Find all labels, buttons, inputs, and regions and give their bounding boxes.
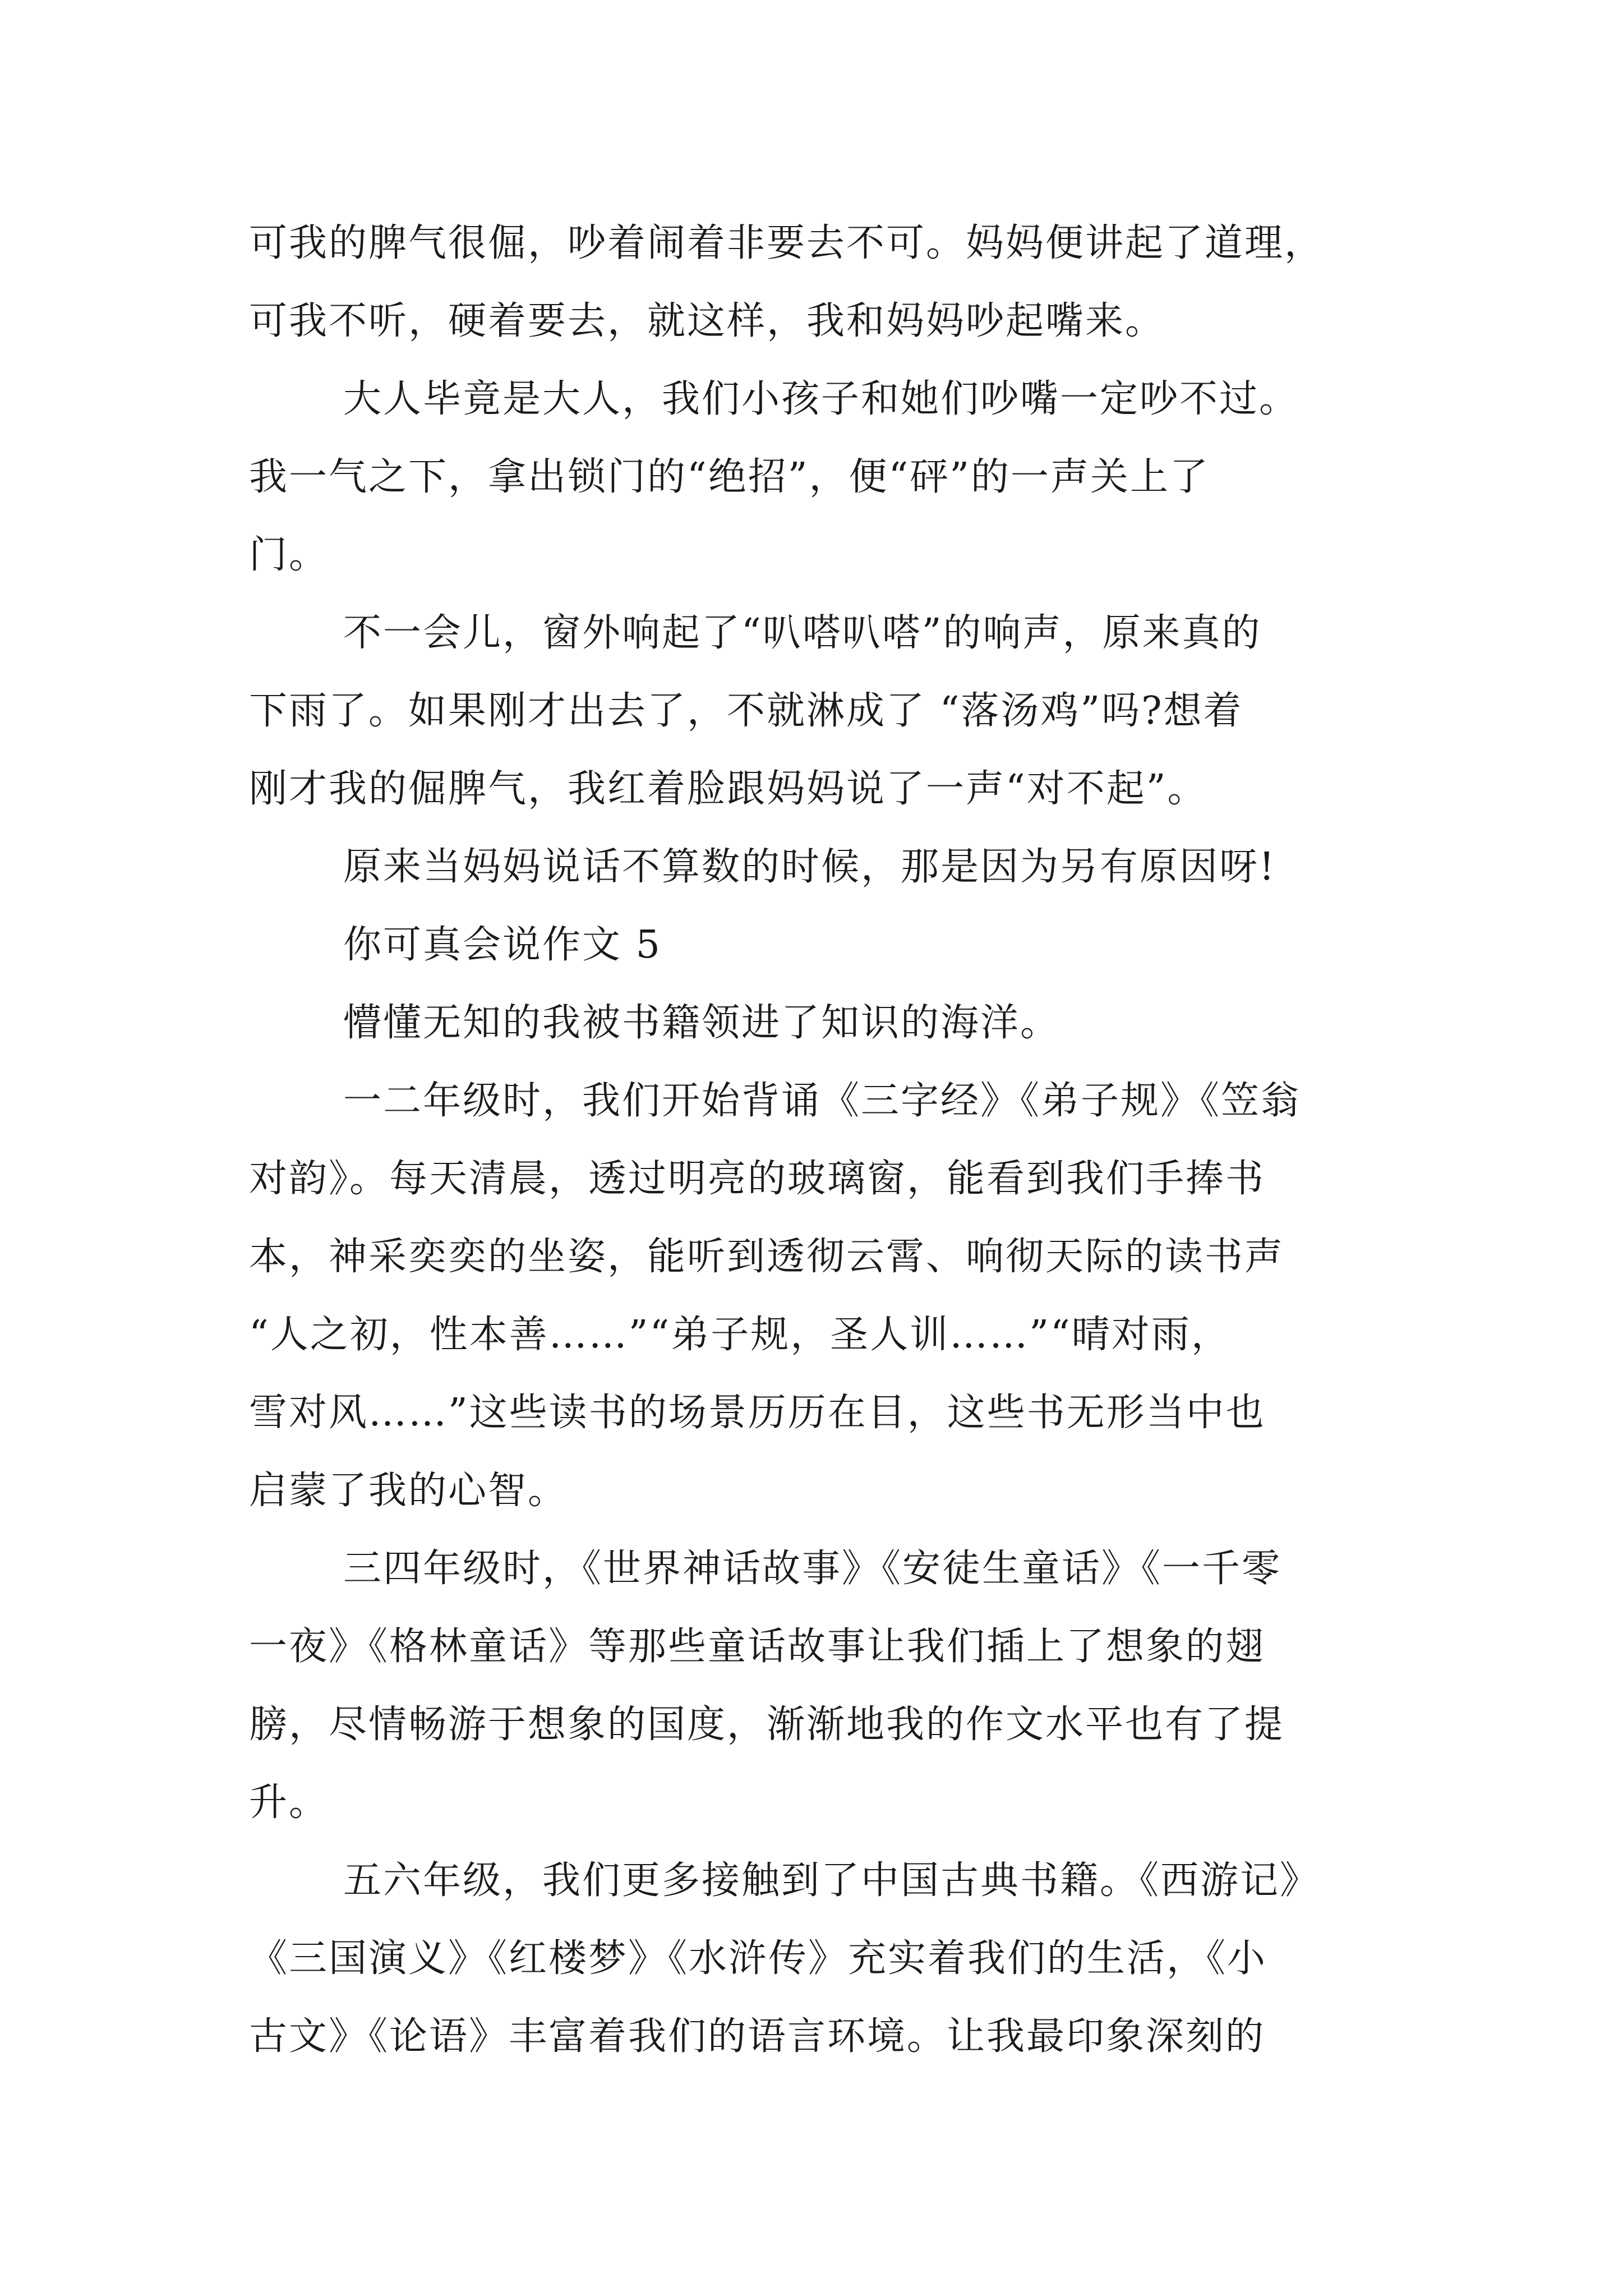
text-line: 升。 bbox=[249, 1780, 329, 1825]
text-line: 五六年级，我们更多接触到了中国古典书籍。《西游记》 bbox=[343, 1858, 1320, 1903]
text-line: 三四年级时，《世界神话故事》《安徒生童话》《一千零 bbox=[343, 1547, 1282, 1591]
text-line: 膀，尽情畅游于想象的国度，渐渐地我的作文水平也有了提 bbox=[249, 1703, 1285, 1747]
text-line: 刚才我的倔脾气，我红着脸跟妈妈说了一声“对不起”。 bbox=[249, 767, 1207, 811]
text-line: 可我的脾气很倔，吵着闹着非要去不可。妈妈便讲起了道理， bbox=[249, 221, 1325, 265]
text-line: 一夜》《格林童话》等那些童话故事让我们插上了想象的翅 bbox=[249, 1625, 1266, 1669]
text-line: 不一会儿，窗外响起了“叭嗒叭嗒”的响声，原来真的 bbox=[343, 611, 1262, 655]
text-line: 原来当妈妈说话不算数的时候，那是因为另有原因呀! bbox=[343, 845, 1276, 889]
text-line: 本，神采奕奕的坐姿，能听到透彻云霄、响彻天际的读书声 bbox=[249, 1235, 1285, 1279]
text-line: 可我不听，硬着要去，就这样，我和妈妈吵起嘴来。 bbox=[249, 299, 1165, 343]
text-line: 雪对风……”这些读书的场景历历在目，这些书无形当中也 bbox=[249, 1391, 1266, 1435]
text-line: 门。 bbox=[249, 533, 329, 577]
essay-heading: 你可真会说作文 5 bbox=[343, 923, 662, 967]
text-line: 下雨了。如果刚才出去了，不就淋成了 “落汤鸡”吗?想着 bbox=[249, 689, 1243, 733]
text-line: 我一气之下，拿出锁门的“绝招”，便“砰”的一声关上了 bbox=[249, 455, 1210, 499]
text-line: 古文》《论语》丰富着我们的语言环境。让我最印象深刻的 bbox=[249, 2014, 1266, 2059]
text-line: 懵懂无知的我被书籍领进了知识的海洋。 bbox=[343, 1001, 1061, 1045]
text-line: 启蒙了我的心智。 bbox=[249, 1469, 568, 1513]
text-line: 对韵》。每天清晨，透过明亮的玻璃窗，能看到我们手捧书 bbox=[249, 1157, 1266, 1201]
text-line: 《三国演义》《红楼梦》《水浒传》充实着我们的生活，《小 bbox=[249, 1936, 1267, 1981]
text-line: 一二年级时，我们开始背诵《三字经》《弟子规》《笠翁 bbox=[343, 1079, 1301, 1123]
text-line: “人之初，性本善……”“弟子规，圣人训……”“晴对雨， bbox=[249, 1313, 1231, 1357]
text-line: 大人毕竟是大人，我们小孩子和她们吵嘴一定吵不过。 bbox=[343, 377, 1299, 421]
